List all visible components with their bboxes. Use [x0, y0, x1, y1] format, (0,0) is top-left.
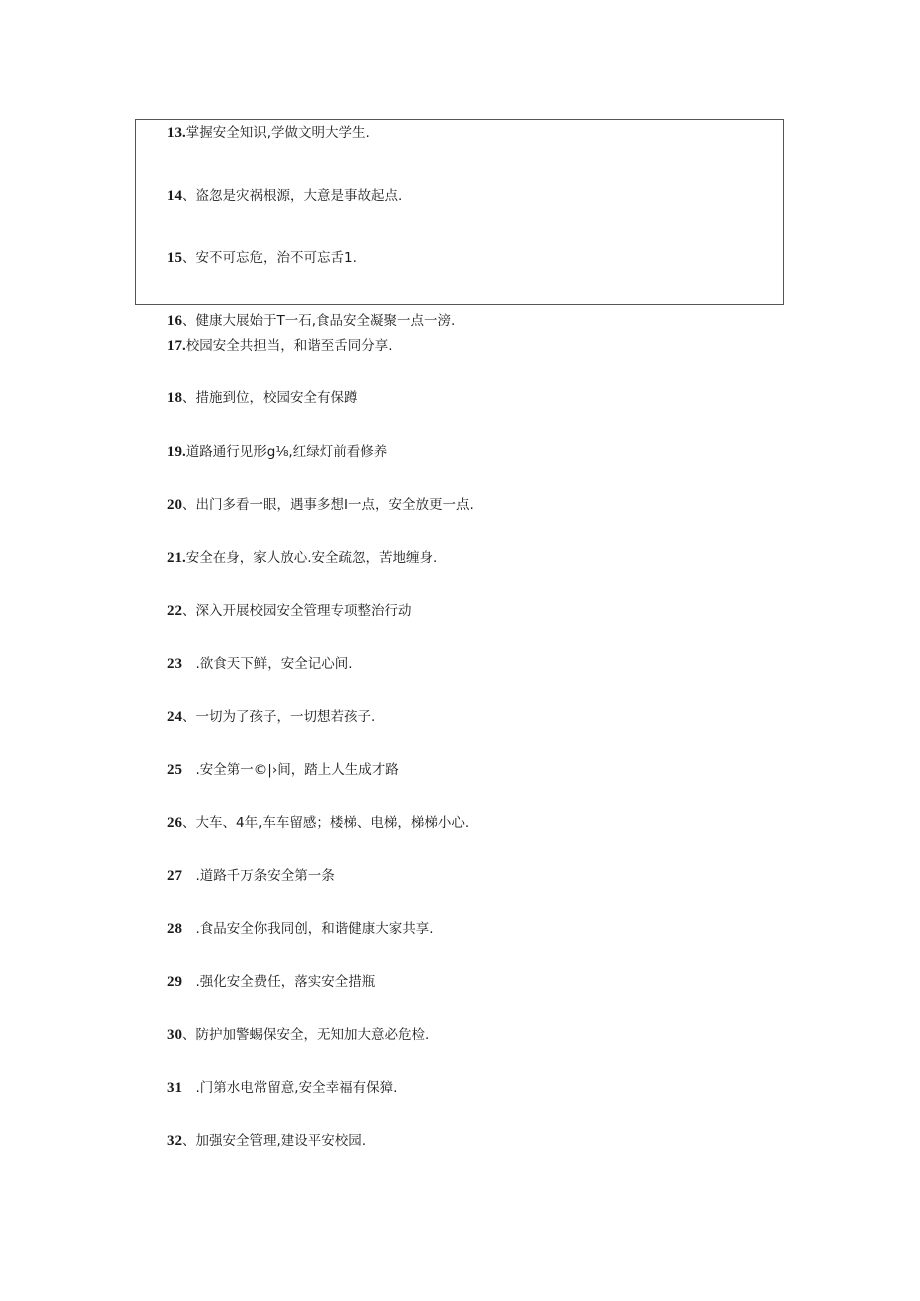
- item-text: 道路通行见形g⅛,红绿灯前看修养: [185, 444, 388, 460]
- item-text: .道路千万条安全第一条: [182, 868, 335, 884]
- item-number: 16: [167, 313, 182, 329]
- item-text: 、健康大展始于T一石,食品安全凝聚一点一滂.: [182, 313, 456, 329]
- item-text: 、盗忽是灾祸根源，大意是事故起点.: [182, 188, 403, 204]
- item-number: 27: [167, 868, 182, 884]
- item-number: 21.: [167, 550, 186, 566]
- item-text: .强化安全费任，落实安全措瓶: [182, 974, 376, 990]
- slogan-item: [167, 1132, 366, 1150]
- slogan-item: [167, 249, 357, 267]
- item-text: 、出门多看一眼，遇事多想I一点，安全放更一点.: [182, 497, 474, 513]
- slogan-item: [167, 1026, 429, 1044]
- slogan-item: [167, 496, 474, 514]
- slogan-item: [167, 655, 353, 673]
- item-number: 14: [167, 188, 182, 204]
- slogan-item: [167, 312, 455, 330]
- item-text: .欲食天下鲜，安全记心间.: [182, 656, 353, 672]
- item-text: 、大车、4年,车车留感；楼梯、电梯，梯梯小心.: [182, 815, 470, 831]
- item-text: 、加强安全管理,建设平安校园.: [182, 1133, 367, 1149]
- slogan-item: [167, 549, 437, 567]
- item-number: 15: [167, 250, 182, 266]
- item-number: 18: [167, 390, 182, 406]
- slogan-item: [167, 867, 335, 885]
- item-number: 17.: [167, 338, 186, 354]
- item-number: 31: [167, 1080, 182, 1096]
- slogan-item: [167, 602, 412, 620]
- slogan-item: [167, 761, 399, 779]
- item-number: 26: [167, 815, 182, 831]
- highlight-box: [135, 119, 784, 305]
- item-number: 22: [167, 603, 182, 619]
- slogan-item: [167, 973, 375, 991]
- slogan-item: [167, 708, 375, 726]
- slogan-item: [167, 187, 402, 205]
- item-number: 28: [167, 921, 182, 937]
- item-number: 32: [167, 1133, 182, 1149]
- item-text: .食品安全你我同创，和谐健康大家共享.: [182, 921, 434, 937]
- item-number: 30: [167, 1027, 182, 1043]
- item-number: 23: [167, 656, 182, 672]
- item-text: .安全第一©|›间，踏上人生成才路: [182, 762, 399, 778]
- slogan-item: [167, 337, 393, 355]
- item-text: 、安不可忘危，治不可忘舌1.: [182, 250, 357, 266]
- slogan-item: [167, 814, 469, 832]
- slogan-item: [167, 389, 358, 407]
- item-number: 20: [167, 497, 182, 513]
- item-number: 25: [167, 762, 182, 778]
- item-number: 19.: [167, 444, 186, 460]
- item-text: .门第水电常留意,安全幸福有保獐.: [182, 1080, 398, 1096]
- slogan-item: [167, 124, 370, 142]
- item-text: 、深入开展校园安全管理专项整治行动: [182, 603, 412, 619]
- item-number: 24: [167, 709, 182, 725]
- slogan-item: [167, 920, 434, 938]
- slogan-item: [167, 1079, 397, 1097]
- item-text: 安全在身，家人放心.安全疏忽，苦地缠身.: [185, 550, 438, 566]
- item-text: 掌握安全知识,学做文明大学生.: [185, 125, 370, 141]
- item-text: 、措施到位，校园安全有保蹲: [182, 390, 358, 406]
- item-text: 、一切为了孩子，一切想若孩子.: [182, 709, 376, 725]
- slogan-item: [167, 443, 387, 461]
- item-number: 13.: [167, 125, 186, 141]
- item-text: 校园安全共担当，和谐至舌同分享.: [185, 338, 393, 354]
- item-text: 、防护加警蜴保安全，无知加大意必危检.: [182, 1027, 430, 1043]
- item-number: 29: [167, 974, 182, 990]
